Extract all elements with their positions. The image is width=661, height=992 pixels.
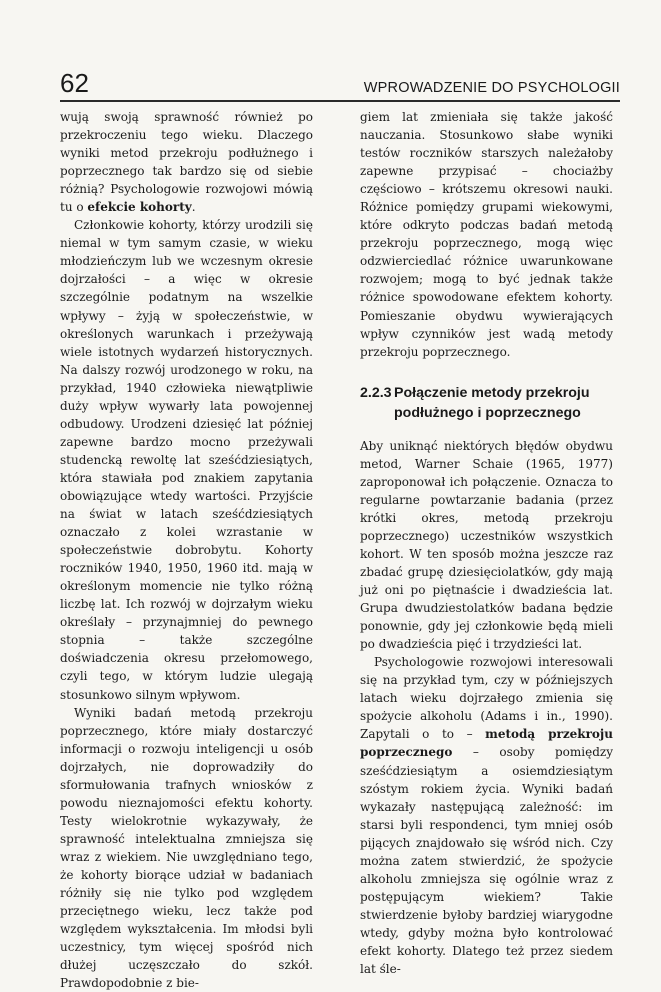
- paragraph: Aby uniknąć niektórych błędów obydwu metod, Warner Schaie (1965, 1977) zaproponował ich połączenie. Oznacza to regularne powtarzanie badania (przez krótki okres, metodą przekroju poprzecznego) uczestników wszystkich kohort. W ten sposób można jeszcze raz zbadać grupę dziesięciolatków, gdy mają już oni po piętnaście i dwadzieścia lat. Grupa dwudziestolatków badana będzie ponownie, gdy jej członkowie będą mieli po dwadzieścia pięć i trzydzieści lat.: [360, 438, 613, 652]
- section-title-line2: podłużnego i poprzecznego: [394, 404, 581, 421]
- header-divider: [60, 100, 620, 102]
- page-number: 62: [60, 68, 89, 98]
- page-header: [60, 68, 620, 98]
- bold-term-przekroj-poprzeczny: metodą przekroju poprzecznego: [360, 727, 614, 760]
- paragraph: [360, 653, 613, 978]
- paragraph: [60, 108, 313, 216]
- paragraph-text: wują swoją sprawność również po przekroczeniu tego wieku. Dlaczego wyniki metod przekroju podłużnego i poprzecznego tak bardzo się od siebie różnią? Psychologowie rozwojowi mówią tu o: [60, 110, 313, 215]
- left-column: [60, 108, 313, 992]
- paragraph-text: Psychologowie rozwojowi interesowali się na przykład tym, czy w późniejszych latach wieku dojrzałego zmienia się spożycie alkoholu (Adams i in., 1990). Zapytali o to –: [360, 655, 613, 742]
- bold-term-efekt-kohorty: efekcie kohorty: [87, 200, 192, 215]
- paragraph: giem lat zmieniała się także jakość nauczania. Stosunkowo słabe wyniki testów roczników starszych należałoby zapewne przypisać – chociażby częściowo – krótszemu okresowi nauki. Różnice pomiędzy grupami wiekowymi, które odkryto podczas badań metodą przekroju poprzecznego, mogą więc odzwierciedlać różnice uwarunkowane rozwojem; mogą to być jednak także różnice spowodowane efektem kohorty. Pomieszanie obydwu wywierających wpływ czynników jest wadą metody przekroju poprzecznego.: [360, 110, 613, 359]
- section-title-line1: Połączenie metody przekroju: [394, 384, 590, 401]
- paragraph: Wyniki badań metodą przekroju poprzecznego, które miały dostarczyć informacji o rozwoju inteligencji u osób dojrzałych, nie doprowadziły do sformułowania trafnych wniosków z powodu nieznajomości efektu kohorty. Testy wielokrotnie wykazywały, że sprawność intelektualna zmniejsza się wraz z wiekiem. Nie uwzględniano tego, że kohorty biorące udział w badaniach różniły się nie tylko pod względem przeciętnego wieku, lecz także pod względem wykształcenia. Im młodsi byli uczestnicy, tym więcej spośród nich dłużej uczęszczało do szkół. Prawdopodobnie z bie-: [60, 705, 313, 991]
- paragraph-text: .: [191, 200, 196, 215]
- section-heading: [360, 383, 613, 423]
- right-column: [360, 108, 613, 978]
- running-title: WPROWADZENIE DO PSYCHOLOGII: [363, 80, 620, 96]
- paragraph-text: – osoby pomiędzy sześćdziesiątym a osiemdziesiątym szóstym rokiem życia. Wyniki badań wykazały następującą zależność: im starsi byli respondenci, tym mniej osób pijących znajdowało się wśród nich. Czy można zatem stwierdzić, że spożycie alkoholu zmniejsza się ogólnie wraz z postępującym wiekiem? Takie stwierdzenie byłoby bardziej wiarygodne wtedy, gdyby można było kontrolować efekt kohorty. Dlatego też przez siedem lat śle-: [360, 745, 613, 977]
- paragraph: Członkowie kohorty, którzy urodzili się niemal w tym samym czasie, w wieku młodzieńczym lub we wczesnym okresie dojrzałości – a więc w okresie szczególnie podatnym na wszelkie wpływy – żyją w społeczeństwie, w określonych warunkach i przeżywają wiele istotnych wydarzeń historycznych. Na dalszy rozwój urodzonego w roku, na przykład, 1940 człowieka niewątpliwie duży wpływ wywarły lata powojennej odbudowy. Urodzeni dziesięć lat później zapewne bardzo mocno przeżywali studencką rewoltę lat sześćdziesiątych, która stawiała pod znakiem zapytania obowiązujące wtedy wartości. Przyjście na świat w latach sześćdziesiątych oznaczało z kolei wzrastanie w społeczeństwie dobrobytu. Kohorty roczników 1940, 1950, 1960 itd. mają w określonym momencie nie tylko różną liczbę lat. Ich rozwój w dojrzałym wieku określały – przynajmniej do pewnego stopnia – także szczególne doświadczenia okresu przełomowego, czyli tego, w którym ludzie ulegają stosunkowo silnym wpływom.: [60, 218, 313, 702]
- section-number: 2.2.3: [360, 384, 392, 401]
